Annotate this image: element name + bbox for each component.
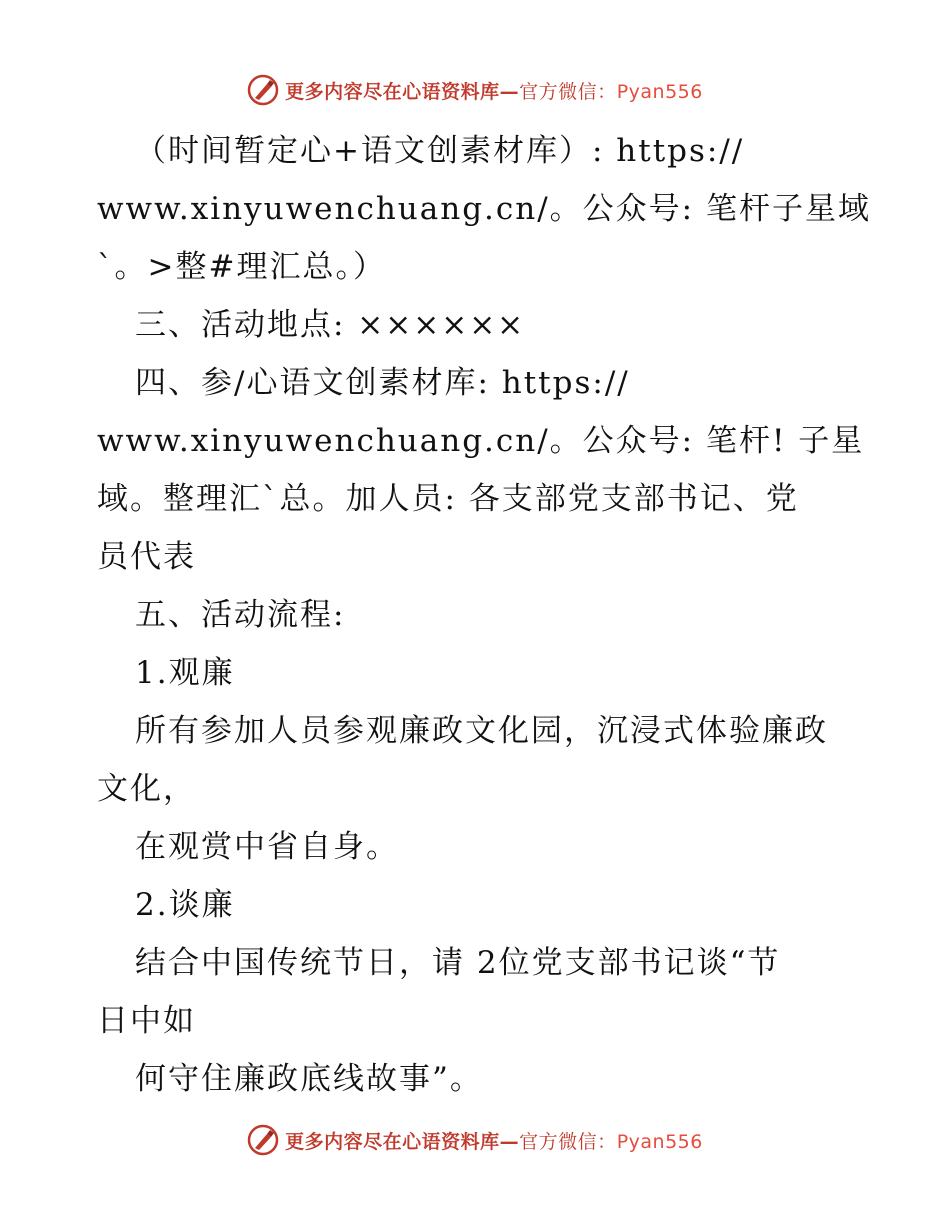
header-watermark-banner bbox=[0, 70, 950, 110]
banner-official-label: 官方微信： bbox=[519, 80, 617, 103]
text-line: 在观赏中省自身。 bbox=[135, 829, 399, 865]
subheading-guan-lian: 1.观廉 bbox=[135, 655, 235, 691]
banner-dash: — bbox=[499, 80, 520, 103]
footer-watermark-banner bbox=[0, 1120, 950, 1160]
banner-dash: — bbox=[499, 1130, 520, 1153]
subheading-tan-lian: 2.谈廉 bbox=[135, 887, 235, 923]
text-line: 结合中国传统节日，请 2位党支部书记谈“节 bbox=[135, 945, 781, 981]
text-line: `。>整#理汇总。） bbox=[97, 249, 386, 285]
text-line: （时间暂定心+语文创素材库）: https:// bbox=[135, 133, 745, 169]
document-body bbox=[97, 122, 871, 1108]
text-line: 日中如 bbox=[97, 1003, 196, 1039]
banner-wechat-id: Pyan556 bbox=[616, 80, 703, 103]
text-line: 何守住廉政底线故事”。 bbox=[135, 1061, 483, 1097]
pen-logo-icon bbox=[247, 1124, 279, 1156]
banner-text bbox=[285, 77, 703, 104]
banner-wechat-id: Pyan556 bbox=[616, 1130, 703, 1153]
text-line: 域。整理汇`总。加人员: 各支部党支部书记、党 bbox=[97, 481, 799, 517]
banner-main-text: 更多内容尽在心语资料库 bbox=[285, 80, 500, 103]
text-line: 所有参加人员参观廉政文化园，沉浸式体验廉政 bbox=[135, 713, 828, 749]
text-line: www.xinyuwenchuang.cn/。公众号: 笔杆子星域 bbox=[97, 191, 871, 227]
section-heading-participants: 四、参/心语文创素材库: https:// bbox=[135, 365, 630, 401]
text-line: 员代表 bbox=[97, 539, 196, 575]
banner-official-label: 官方微信： bbox=[519, 1130, 617, 1153]
banner-text bbox=[285, 1127, 703, 1154]
banner-main-text: 更多内容尽在心语资料库 bbox=[285, 1130, 500, 1153]
text-line: 文化， bbox=[97, 771, 196, 807]
section-heading-location: 三、活动地点: ×××××× bbox=[135, 307, 526, 343]
section-heading-process: 五、活动流程: bbox=[135, 597, 346, 633]
text-line: www.xinyuwenchuang.cn/。公众号: 笔杆! 子星 bbox=[97, 423, 865, 459]
pen-logo-icon bbox=[247, 74, 279, 106]
